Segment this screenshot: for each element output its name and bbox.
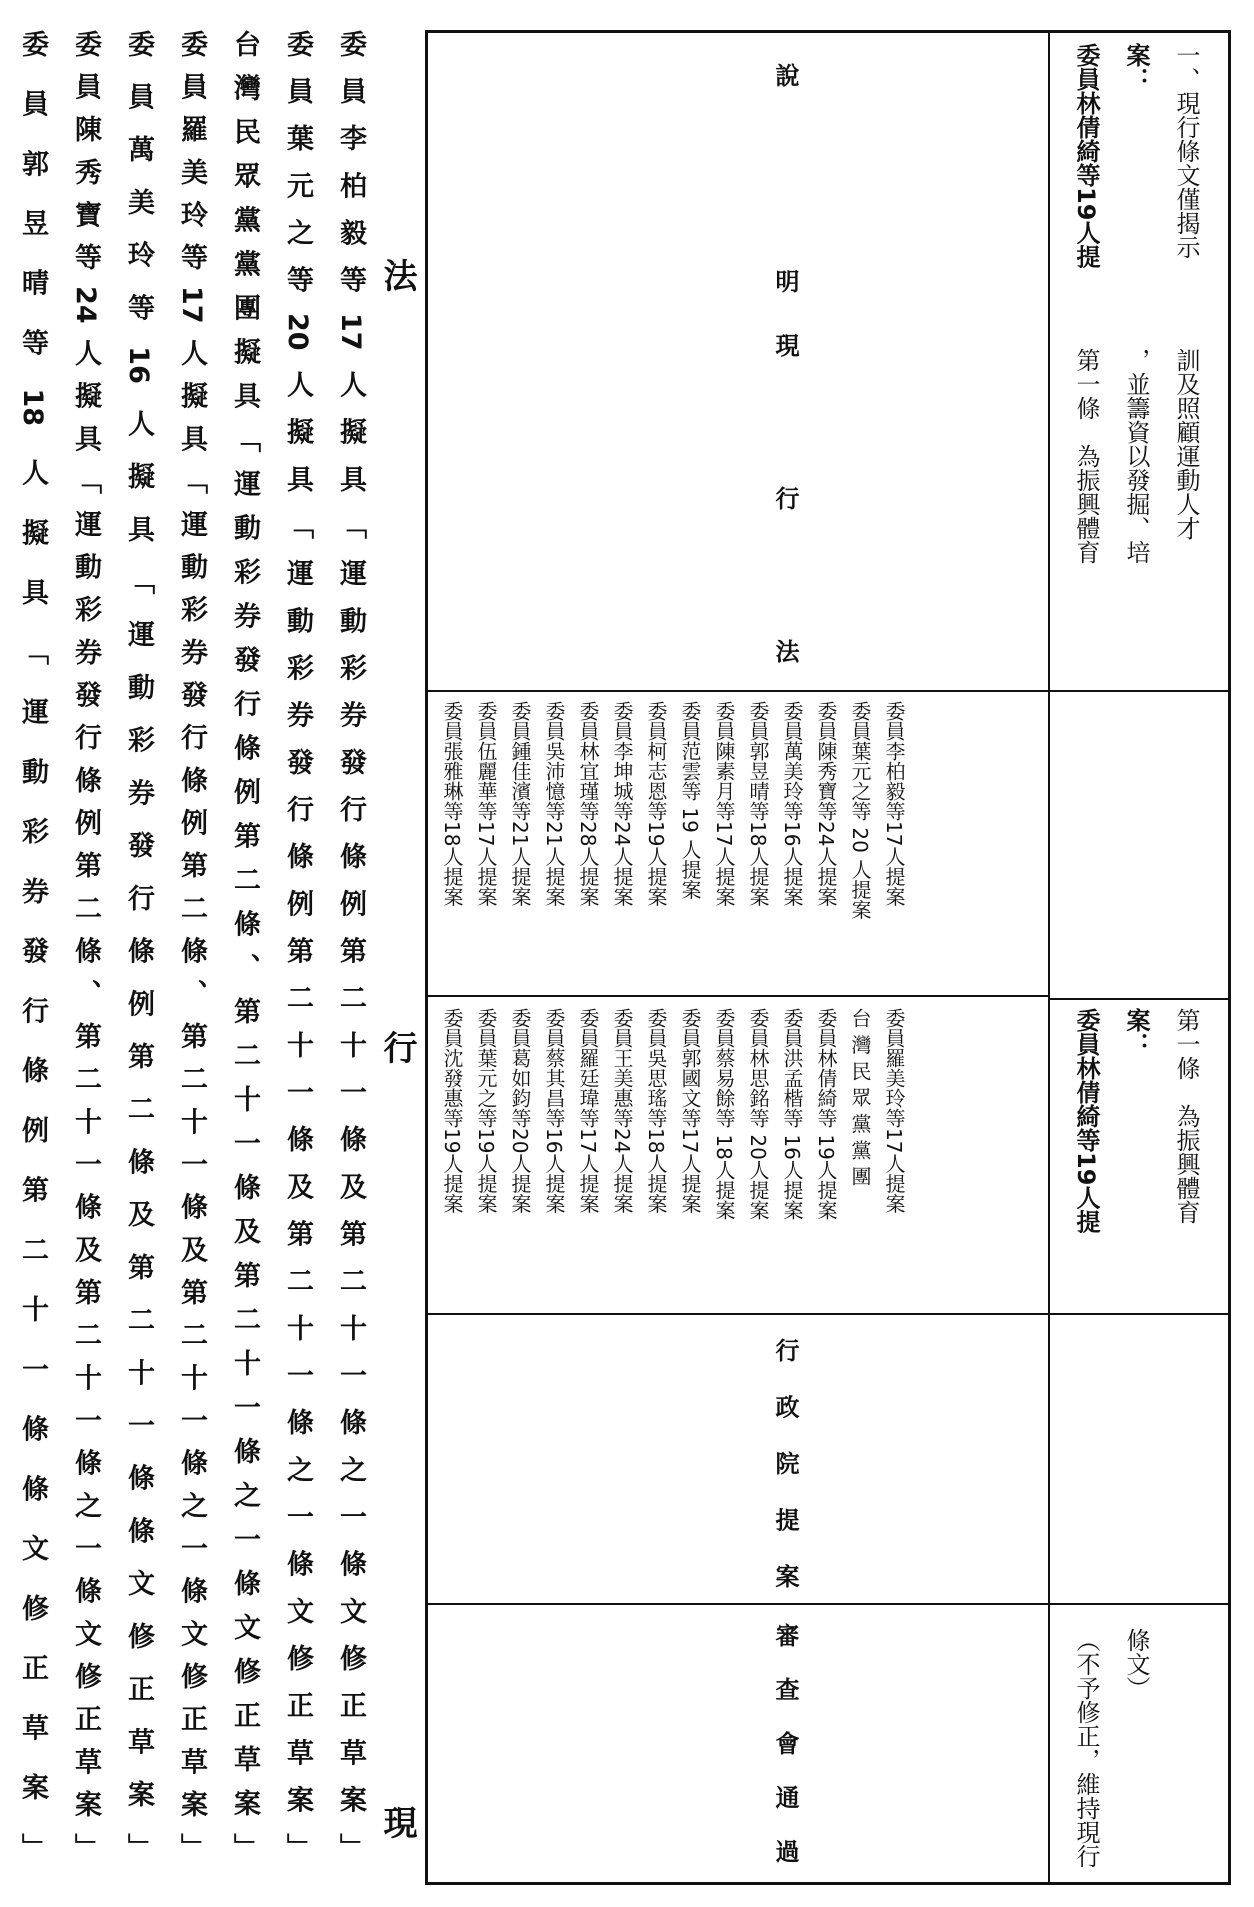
title-line: 委員陳秀寶等24人擬具「運動彩券發行條例第二條、第二十一條及第二十一條之一條文修正草案」 bbox=[70, 30, 101, 1860]
list-item: 委員郭國文等17人提案 bbox=[678, 1008, 702, 1214]
col-divider bbox=[428, 1603, 1048, 1605]
list-item: 委員張雅琳等18人提案 bbox=[440, 701, 464, 907]
list-item: 委員郭昱晴等18人提案 bbox=[746, 701, 770, 907]
heading-char-current: 現 bbox=[377, 1805, 417, 1839]
list-item: 委員吳思瑤等18人提案 bbox=[644, 1008, 668, 1214]
current-law-text: ，並籌資以發掘、培 bbox=[1122, 348, 1150, 564]
list-item: 委員葛如鈞等20人提案 bbox=[508, 1008, 532, 1214]
list-item: 委員林思銘等 20人提案 bbox=[746, 1008, 770, 1220]
comparison-table bbox=[425, 30, 1231, 1885]
col-divider bbox=[1048, 1313, 1231, 1315]
col-divider bbox=[1048, 1603, 1231, 1605]
list-item: 委員鍾佳濱等21人提案 bbox=[508, 701, 532, 907]
list-item: 委員陳秀寶等24人提案 bbox=[814, 701, 838, 907]
explanation-text: 一、現行條文僅揭示 bbox=[1172, 43, 1200, 259]
col-divider bbox=[1048, 690, 1231, 692]
list-item: 委員范雲等 19 人提案 bbox=[678, 701, 702, 900]
header-review-passed: 審查會通過 bbox=[771, 1623, 799, 1863]
list-item: 委員葉元之等 20 人提案 bbox=[848, 701, 872, 920]
current-law-text: 訓及照顧運動人才 bbox=[1172, 348, 1200, 540]
title-line: 委員李柏毅等17人擬具「運動彩券發行條例第二十一條及第二十一條之一條文修正草案」 bbox=[335, 30, 366, 1860]
list-item: 委員葉元之等19人提案 bbox=[474, 1008, 498, 1214]
header-executive-proposal: 行政院提案 bbox=[771, 1338, 799, 1588]
header-current-law: 現行法 bbox=[771, 333, 799, 663]
list-item: 委員柯志恩等19人提案 bbox=[644, 701, 668, 907]
title-line: 委員羅美玲等17人擬具「運動彩券發行條例第二條、第二十一條及第二十一條之一條文修正草案」 bbox=[176, 30, 207, 1860]
title-line: 委員郭昱晴等18人擬具「運動彩券發行條例第二十一條條文修正草案」 bbox=[17, 30, 48, 1860]
list-item: 委員李柏毅等17人提案 bbox=[882, 701, 906, 907]
exec-text: 第一條 為振興體育 bbox=[1172, 1008, 1200, 1224]
list-item: 委員羅美玲等17人提案 bbox=[882, 1008, 906, 1214]
list-item: 委員洪孟楷等 16人提案 bbox=[780, 1008, 804, 1220]
list-item: 委員蔡易餘等 18人提案 bbox=[712, 1008, 736, 1220]
list-item: 委員蔡其昌等16人提案 bbox=[542, 1008, 566, 1214]
col-divider bbox=[1048, 998, 1231, 1000]
col-divider bbox=[428, 1313, 1048, 1315]
list-item: 委員王美惠等24人提案 bbox=[610, 1008, 634, 1214]
list-item: 委員吳沛憶等21人提案 bbox=[542, 701, 566, 907]
title-line: 台灣民眾黨黨團擬具「運動彩券發行條例第二條、第二十一條及第二十一條之一條文修正草案」 bbox=[229, 30, 260, 1860]
list-item: 委員伍麗華等17人提案 bbox=[474, 701, 498, 907]
list-item: 委員沈發惠等19人提案 bbox=[440, 1008, 464, 1214]
review-text: （不予修正，維持現行 bbox=[1072, 1628, 1100, 1868]
exec-text: 案： bbox=[1122, 1008, 1150, 1056]
col-divider bbox=[428, 995, 1048, 997]
heading-char-practice: 行 bbox=[377, 1030, 417, 1064]
list-item: 委員李坤城等24人提案 bbox=[610, 701, 634, 907]
list-item: 委員萬美玲等16人提案 bbox=[780, 701, 804, 907]
header-explanation: 說明 bbox=[771, 63, 799, 293]
explanation-text: 委員林倩綺等19人提 bbox=[1072, 43, 1100, 269]
review-text: 條文） bbox=[1122, 1628, 1150, 1700]
exec-text: 委員林倩綺等19人提 bbox=[1072, 1008, 1100, 1234]
title-line: 委員葉元之等20人擬具「運動彩券發行條例第二十一條及第二十一條之一條文修正草案」 bbox=[282, 30, 313, 1860]
title-line: 委員萬美玲等16人擬具「運動彩券發行條例第二條及第二十一條條文修正草案」 bbox=[123, 30, 154, 1860]
list-item: 委員陳素月等17人提案 bbox=[712, 701, 736, 907]
list-item: 委員林宜瑾等28人提案 bbox=[576, 701, 600, 907]
list-item: 委員羅廷瑋等17人提案 bbox=[576, 1008, 600, 1214]
list-item: 台 灣 民 眾 黨 黨 團 bbox=[848, 1008, 872, 1187]
col-divider bbox=[428, 690, 1048, 692]
current-law-text: 第一條 為振興體育 bbox=[1072, 348, 1100, 564]
heading-char-law: 法 bbox=[377, 258, 417, 292]
list-item: 委員林倩綺等 19人提案 bbox=[814, 1008, 838, 1220]
explanation-text: 案： bbox=[1122, 43, 1150, 91]
